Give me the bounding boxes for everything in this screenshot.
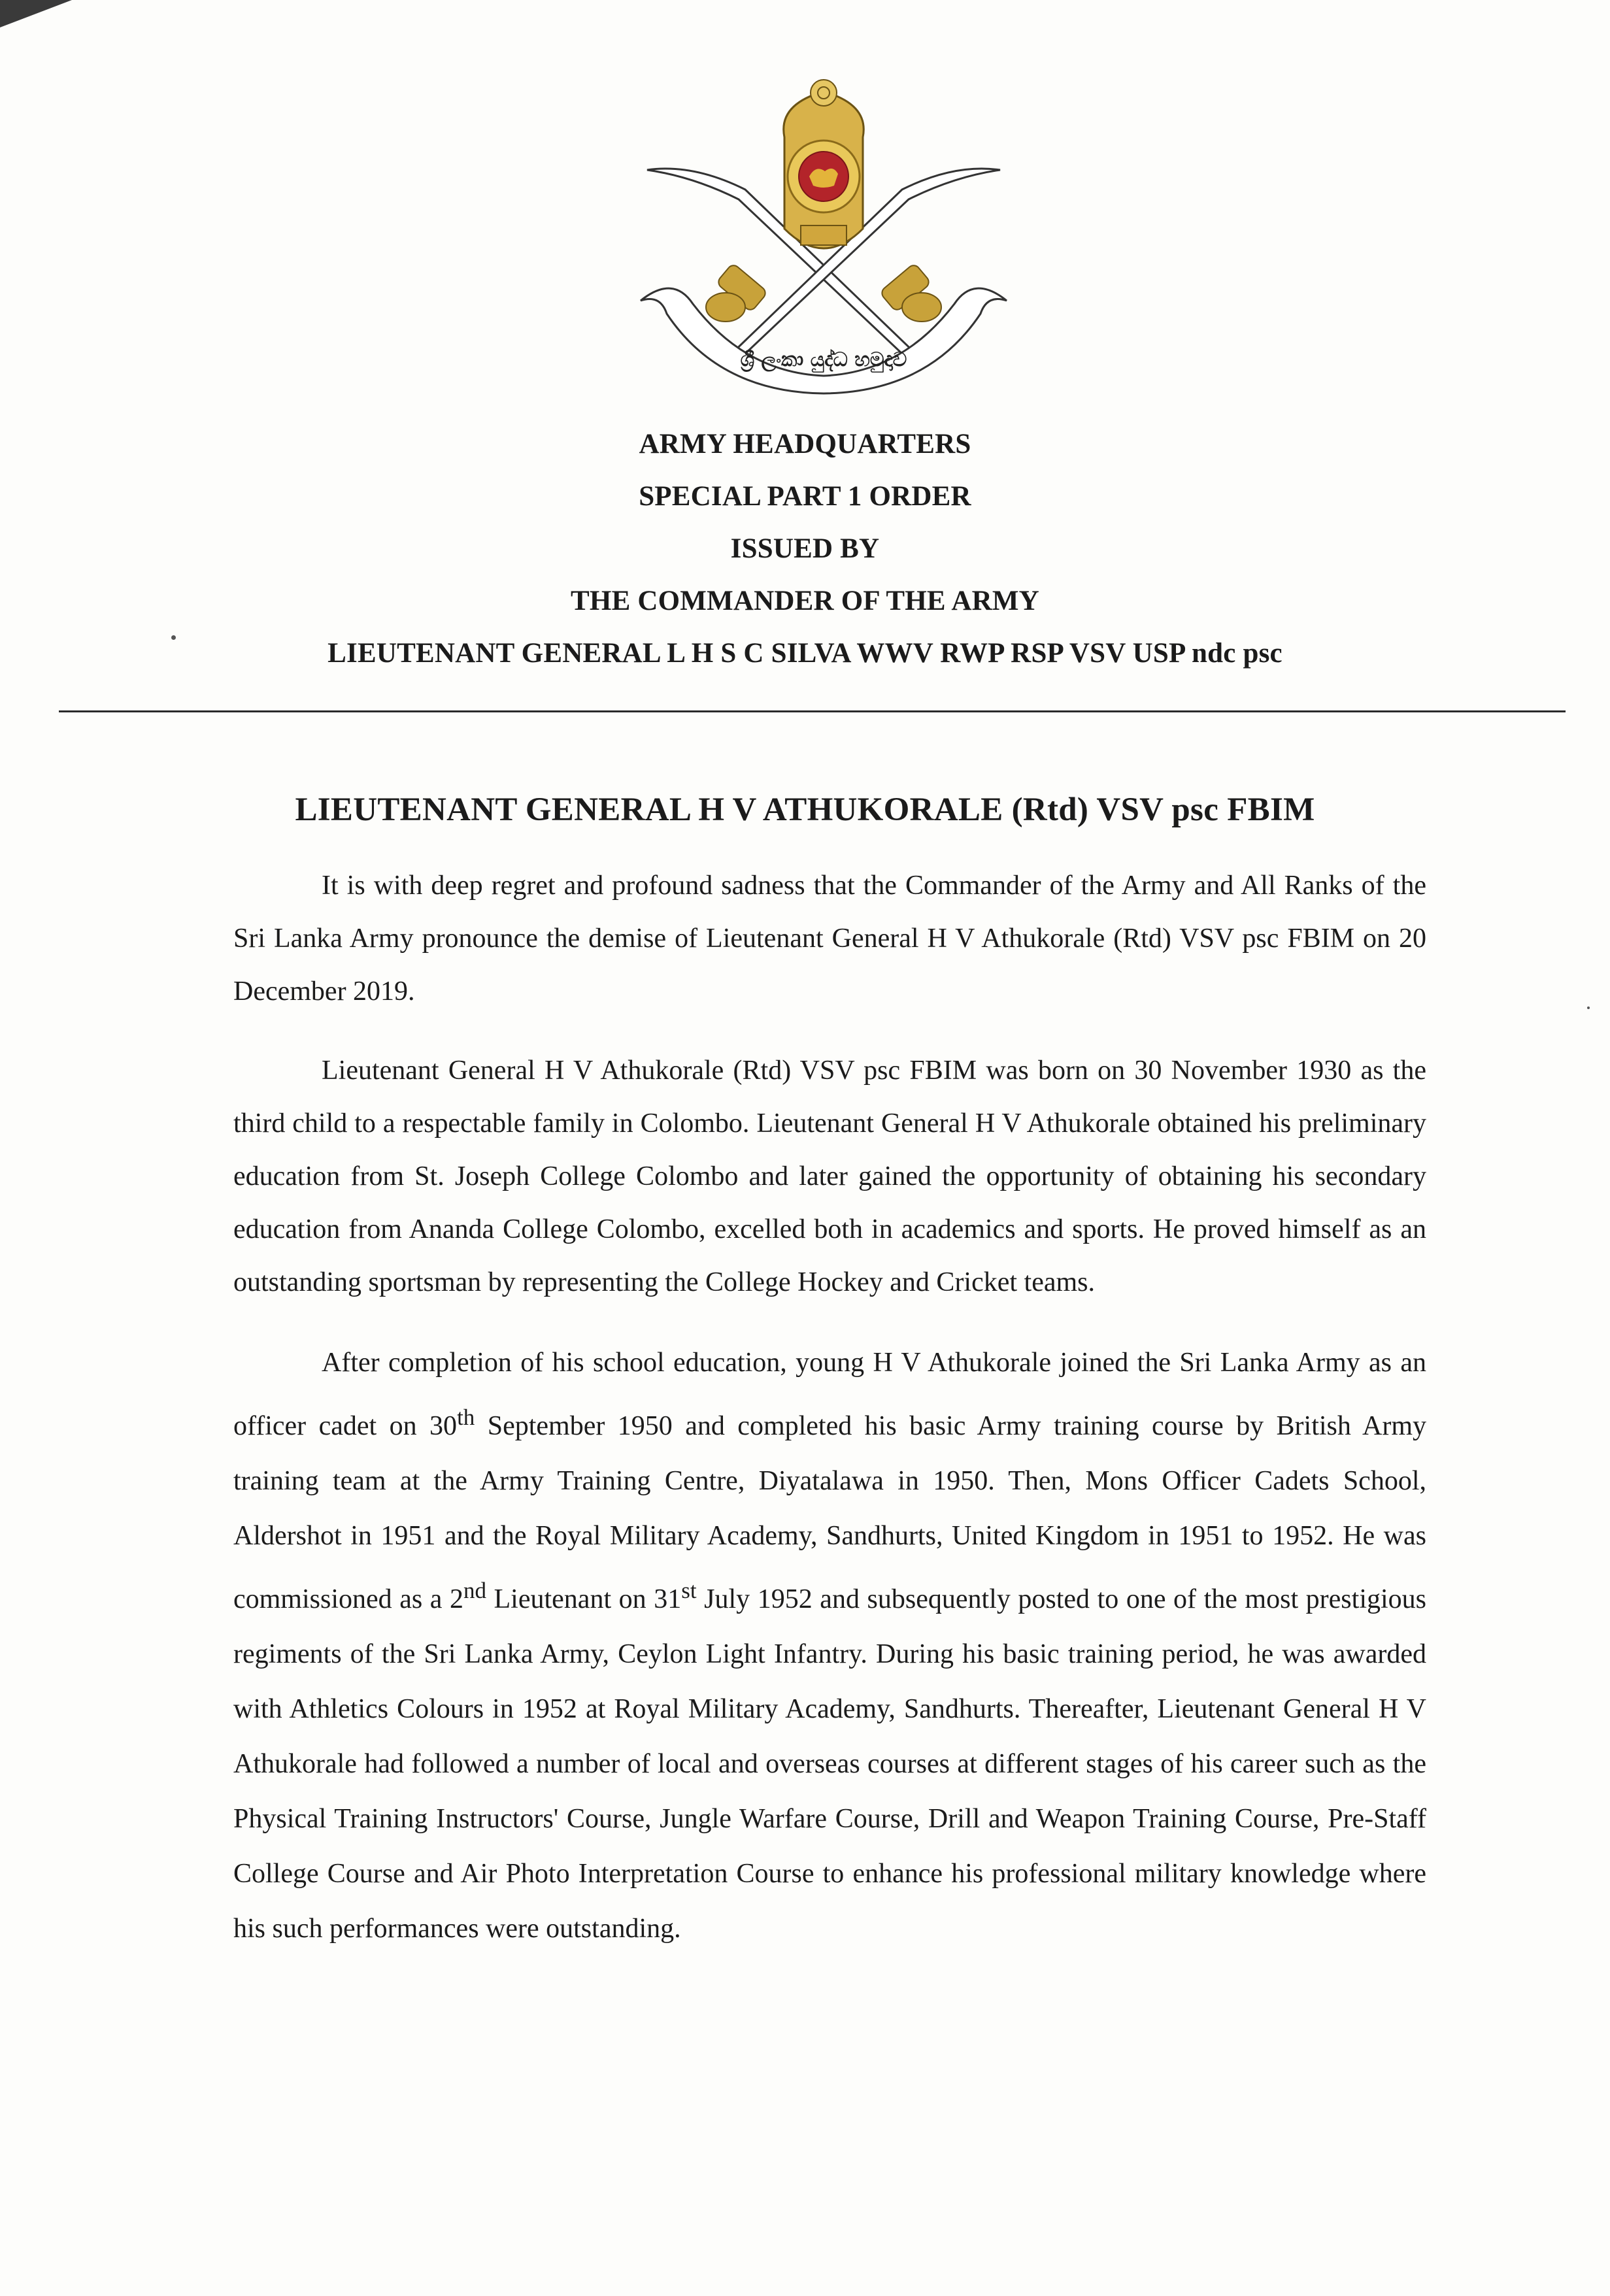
document-body — [233, 859, 1426, 1982]
header-divider — [59, 710, 1566, 712]
scan-speck — [171, 635, 176, 640]
army-crest-emblem — [614, 78, 1033, 405]
header-line-commander: THE COMMANDER OF THE ARMY — [571, 586, 1039, 616]
header-line-hq: ARMY HEADQUARTERS — [639, 429, 971, 459]
header-line-issued-by: ISSUED BY — [730, 533, 880, 564]
paragraph-demise: It is with deep regret and profound sadness that the Commander of the Army and All Ranks of the Sri Lanka Army pronounce the demise of Lieutenant General H V Athukorale (Rtd) VSV psc FBIM on 20 December 2019. — [233, 871, 1426, 1007]
svg-text:ශ්‍රී ලංකා යුද්ධ හමුදාව: ශ්‍රී ලංකා යුද්ධ හමුදාව — [740, 348, 907, 371]
paragraph-early-life: Lieutenant General H V Athukorale (Rtd) VSV psc FBIM was born on 30 November 1930 as the third child to a respectable family in Colombo. Lieutenant General H V Athukorale obtained his preliminary education from St. Joseph College Colombo and later gained the opportunity of obtaining his secondary education from Ananda College Colombo, excelled both in academics and sports. He proved himself as an outstanding sportsman by representing the College Hockey and Cricket teams. — [233, 1056, 1426, 1297]
scan-corner-mark — [0, 0, 72, 27]
paragraph-military-career: After completion of his school education, young H V Athukorale joined the Sri Lanka Army as an officer cadet on 30th September 1950 and completed his basic Army training course by British Army training team at the Army Training Centre, Diyatalawa in 1950. Then, Mons Officer Cadets School, Aldershot in 1951 and the Royal Military Academy, Sandhurts, United Kingdom in 1951 to 1952. He was commissioned as a 2nd Lieutenant on 31st July 1952 and subsequently posted to one of the most prestigious regiments of the Sri Lanka Army, Ceylon Light Infantry. During his basic training period, he was awarded with Athletics Colours in 1952 at Royal Military Academy, Sandhurts. Thereafter, Lieutenant General H V Athukorale had followed a number of local and overseas courses at different stages of his career such as the Physical Training Instructors' Course, Jungle Warfare Course, Drill and Weapon Training Course, Pre-Staff College Course and Air Photo Interpretation Course to enhance his professional military knowledge where his such performances were outstanding. — [233, 1348, 1427, 1944]
header-line-order-type: SPECIAL PART 1 ORDER — [639, 481, 971, 512]
order-header — [0, 418, 1610, 680]
scan-speck — [1587, 1007, 1590, 1009]
document-title: LIEUTENANT GENERAL H V ATHUKORALE (Rtd) VSV psc FBIM — [295, 791, 1315, 828]
header-line-commander-name: LIEUTENANT GENERAL L H S C SILVA WWV RWP RSP VSV USP ndc psc — [327, 638, 1283, 669]
